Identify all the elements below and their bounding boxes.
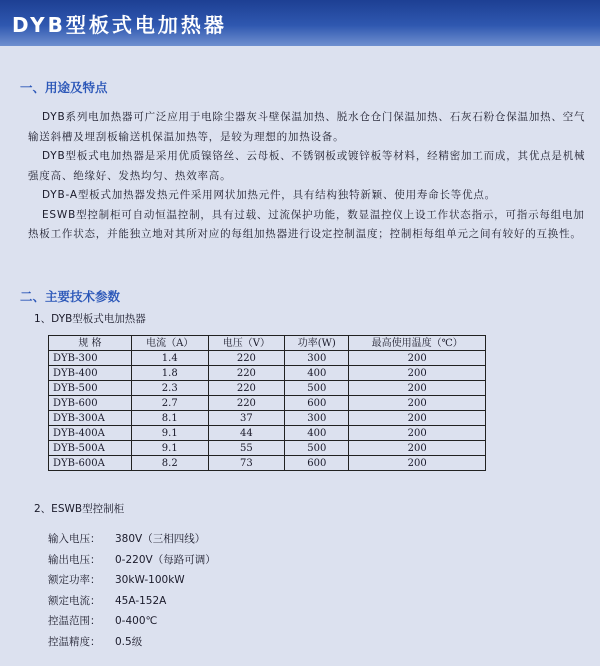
- table-cell: 600: [285, 456, 349, 471]
- table-cell: DYB-500: [49, 381, 132, 396]
- table-cell: 200: [349, 456, 486, 471]
- spec-item: [48, 611, 216, 632]
- column-header: 最高使用温度（℃）: [349, 336, 486, 351]
- table-cell: 9.1: [131, 426, 208, 441]
- table-cell: 220: [208, 351, 285, 366]
- table-cell: 400: [285, 366, 349, 381]
- table-header-row: [49, 336, 486, 351]
- column-header: 规 格: [49, 336, 132, 351]
- table-row: [49, 411, 486, 426]
- table-row: [49, 381, 486, 396]
- table-cell: DYB-300A: [49, 411, 132, 426]
- subsection-title-dyb: 1、DYB型板式电加热器: [34, 313, 146, 325]
- paragraph: DYB系列电加热器可广泛应用于电除尘器灰斗壁保温加热、脱水仓仓门保温加热、石灰石粉仓保温加热、空气输送斜槽及埋刮板输送机保温加热等，是较为理想的加热设备。: [28, 111, 586, 143]
- spec-item: [48, 570, 216, 591]
- page-title: DYB型板式电加热器: [12, 13, 227, 37]
- column-header: 功率(W): [285, 336, 349, 351]
- table-cell: 220: [208, 396, 285, 411]
- spec-label: 额定电流：: [48, 594, 101, 607]
- spec-table: [48, 335, 486, 471]
- table-cell: 200: [349, 351, 486, 366]
- table-cell: DYB-400: [49, 366, 132, 381]
- table-cell: 1.8: [131, 366, 208, 381]
- table-cell: 200: [349, 426, 486, 441]
- table-cell: 600: [285, 396, 349, 411]
- spec-value: 380V（三相四线）: [115, 533, 206, 545]
- table-cell: 200: [349, 381, 486, 396]
- spec-value: 30kW-100kW: [115, 574, 185, 586]
- title-banner: [0, 0, 600, 46]
- table-cell: 200: [349, 411, 486, 426]
- table-cell: 220: [208, 366, 285, 381]
- table-cell: 73: [208, 456, 285, 471]
- paragraph: DYB-A型板式加热器发热元件采用网状加热元件，具有结构独特新颖、使用寿命长等优点。: [42, 189, 496, 201]
- table-row: [49, 396, 486, 411]
- table-cell: 500: [285, 381, 349, 396]
- table-row: [49, 456, 486, 471]
- table-cell: 220: [208, 381, 285, 396]
- subsection-title-eswb: 2、ESWB型控制柜: [34, 503, 125, 515]
- table-cell: DYB-300: [49, 351, 132, 366]
- spec-value: 0-400℃: [115, 615, 158, 627]
- spec-item: [48, 591, 216, 612]
- table-cell: DYB-400A: [49, 426, 132, 441]
- spec-value: 0-220V（每路可调）: [115, 553, 216, 566]
- table-cell: 300: [285, 411, 349, 426]
- table-cell: 44: [208, 426, 285, 441]
- table-cell: 2.3: [131, 381, 208, 396]
- table-cell: DYB-600: [49, 396, 132, 411]
- table-cell: 200: [349, 396, 486, 411]
- paragraph: DYB型板式电加热器是采用优质镍铬丝、云母板、不锈钢板或镀锌板等材料，经精密加工而成，其优点是机械强度高、绝缘好、发热均匀、热效率高。: [28, 150, 586, 182]
- spec-label: 额定功率：: [48, 574, 101, 586]
- column-header: 电流（A）: [131, 336, 208, 351]
- table-cell: 200: [349, 366, 486, 381]
- section-title-specs: 二、主要技术参数: [20, 289, 121, 304]
- table-cell: 400: [285, 426, 349, 441]
- spec-label: 控温精度：: [48, 635, 101, 648]
- spec-label: 控温范围：: [48, 615, 101, 627]
- spec-item: [48, 529, 216, 550]
- table-cell: 55: [208, 441, 285, 456]
- section-title-usage: 一、用途及特点: [20, 80, 108, 95]
- table-cell: 2.7: [131, 396, 208, 411]
- table-cell: DYB-600A: [49, 456, 132, 471]
- usage-text: [28, 108, 588, 245]
- spec-item: [48, 632, 216, 653]
- table-cell: 9.1: [131, 441, 208, 456]
- table-cell: 1.4: [131, 351, 208, 366]
- spec-value: 0.5级: [115, 635, 143, 648]
- control-cabinet-specs: [48, 529, 216, 652]
- column-header: 电压（V）: [208, 336, 285, 351]
- table-row: [49, 441, 486, 456]
- spec-value: 45A-152A: [115, 594, 167, 607]
- spec-item: [48, 550, 216, 571]
- table-cell: 37: [208, 411, 285, 426]
- paragraph: ESWB型控制柜可自动恒温控制，具有过载、过流保护功能，数显温控仪上设工作状态指示，可指示每组电加热板工作状态，并能独立地对其所对应的每组加热器进行设定控制温度；控制柜每组单元之间有较好的互换性。: [28, 208, 585, 240]
- table-row: [49, 366, 486, 381]
- spec-label: 输入电压：: [48, 533, 101, 545]
- table-cell: 8.1: [131, 411, 208, 426]
- table-cell: 200: [349, 441, 486, 456]
- table-cell: 8.2: [131, 456, 208, 471]
- table-row: [49, 426, 486, 441]
- table-cell: 300: [285, 351, 349, 366]
- table-cell: 500: [285, 441, 349, 456]
- spec-label: 输出电压：: [48, 553, 101, 566]
- table-cell: DYB-500A: [49, 441, 132, 456]
- table-row: [49, 351, 486, 366]
